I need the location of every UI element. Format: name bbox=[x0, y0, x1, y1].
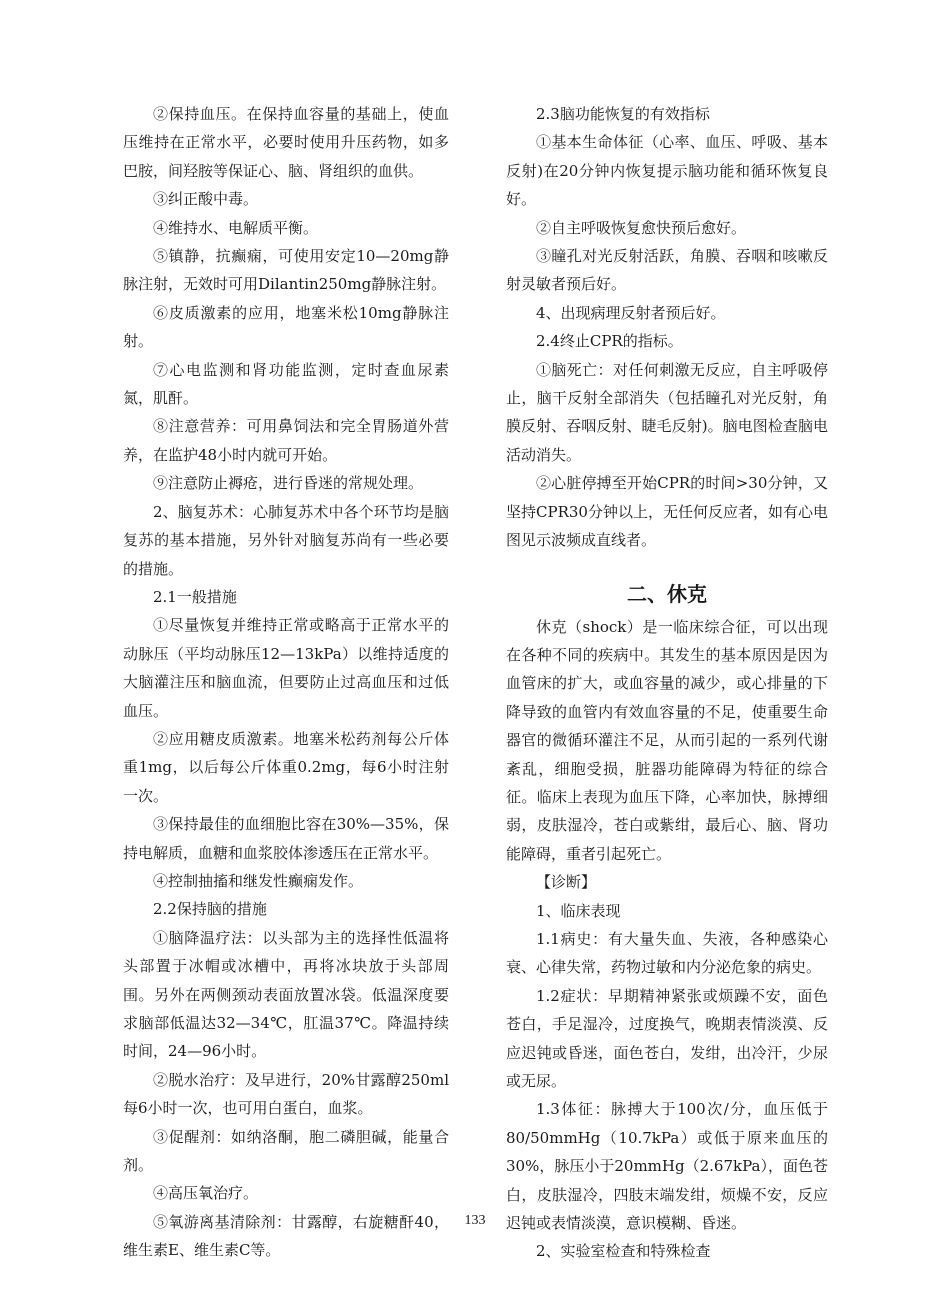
paragraph: 2、脑复苏术：心肺复苏术中各个环节均是脑复苏的基本措施，另外针对脑复苏尚有一些必要的措施。 bbox=[123, 502, 449, 578]
paragraph: ③纠正酸中毒。 bbox=[153, 190, 259, 209]
paragraph: 4、出现病理反射者预后好。 bbox=[536, 303, 726, 322]
paragraph: ②脱水治疗：及早进行，20%甘露醇250ml每6小时一次，也可用白蛋白，血浆。 bbox=[123, 1070, 449, 1118]
paragraph: ②保持血压。在保持血容量的基础上，使血压维持在正常水平，必要时使用升压药物，如多巴胺，间羟胺等保证心、脑、肾组织的血供。 bbox=[123, 105, 449, 180]
paragraph: ④高压氧治疗。 bbox=[153, 1184, 259, 1203]
paragraph: ④维持水、电解质平衡。 bbox=[153, 218, 319, 237]
paragraph: ⑦心电监测和肾功能监测，定时查血尿素氮，肌酐。 bbox=[123, 360, 449, 408]
paragraph: ⑤镇静，抗癫痫，可使用安定10—20mg静脉注射，无效时可用Dilantin250mg静脉注射。 bbox=[123, 247, 449, 294]
page-number: 133 bbox=[464, 1213, 486, 1228]
paragraph: ⑥皮质激素的应用，地塞米松10mg静脉注射。 bbox=[123, 303, 449, 351]
section-title: 二、休克 bbox=[627, 581, 707, 606]
paragraph: ①尽量恢复并维持正常或略高于正常水平的动脉压（平均动脉压12—13kPa）以维持适度的大脑灌注压和脑血流，但要防止过高血压和过低血压。 bbox=[123, 616, 449, 720]
paragraph: ①基本生命体征（心率、血压、呼吸、基本反射)在20分钟内恢复提示脑功能和循环恢复良好。 bbox=[506, 133, 828, 209]
paragraph: ③促醒剂：如纳洛酮，胞二磷胆碱，能量合剂。 bbox=[123, 1127, 449, 1175]
paragraph: ②应用糖皮质激素。地塞米松药剂每公斤体重1mg，以后每公斤体重0.2mg，每6小时注射一次。 bbox=[123, 729, 449, 805]
subheading: 2.1一般措施 bbox=[153, 587, 237, 606]
paragraph: ⑤氧游离基清除剂：甘露醇，右旋糖酐40，维生素E、维生素C等。 bbox=[123, 1212, 449, 1260]
subheading: 2、实验室检查和特殊检查 bbox=[536, 1242, 711, 1261]
paragraph: ④控制抽搐和继发性癫痫发作。 bbox=[153, 871, 364, 890]
subheading: 2.2保持脑的措施 bbox=[153, 900, 267, 919]
paragraph: ③瞳孔对光反射活跃，角膜、吞咽和咳嗽反射灵敏者预后好。 bbox=[506, 247, 828, 294]
paragraph: 1.3体征：脉搏大于100次/分，血压低于80/50mmHg（10.7kPa）或低于原来血压的30%，脉压小于20mmHg（2.67kPa），面色苍白，皮肤湿冷，四肢末端发绀，烦燥不安，反应迟钝或表情淡漠，意识模糊、昏迷。 bbox=[506, 1100, 828, 1233]
paragraph: ⑧注意营养：可用鼻饲法和完全胃肠道外营养，在监护48小时内就可开始。 bbox=[123, 417, 449, 464]
paragraph: ③保持最佳的血细胞比容在30%—35%，保持电解质，血糖和血浆胶体渗透压在正常水平。 bbox=[123, 815, 449, 862]
subheading: 【诊断】 bbox=[536, 873, 597, 892]
paragraph: 1.2症状：早期精神紧张或烦躁不安，面色苍白，手足湿冷，过度换气，晚期表情淡漠、反应迟钝或昏迷，面色苍白，发绀，出冷汗，少尿或无尿。 bbox=[506, 986, 828, 1090]
paragraph: ②自主呼吸恢复愈快预后愈好。 bbox=[536, 218, 747, 237]
subheading: 1、临床表现 bbox=[536, 901, 621, 920]
paragraph: 休克（shock）是一临床综合征，可以出现在各种不同的疾病中。其发生的基本原因是因为血管床的扩大，或血容量的减少，或心排量的下降导致的血管内有效血容量的不足，使重要生命器官的微循环灌注不足，从而引起的一系列代谢紊乱，细胞受损，脏器功能障碍为特征的综合征。临床上表现为血压下降，心率加快，脉搏细弱，皮肤湿冷，苍白或紫绀，最后心、脑、肾功能障碍，重者引起死亡。 bbox=[506, 617, 828, 863]
paragraph: 1.1病史：有大量失血、失液，各种感染心衰、心律失常，药物过敏和内分泌危象的病史。 bbox=[506, 929, 828, 977]
subheading: 2.3脑功能恢复的有效指标 bbox=[536, 105, 710, 123]
paragraph: ②心脏停搏至开始CPR的时间>30分钟，又坚持CPR30分钟以上，无任何反应者，如有心电图见示波频成直线者。 bbox=[506, 474, 828, 550]
left-column bbox=[123, 100, 449, 1265]
subheading: 2.4终止CPR的指标。 bbox=[536, 332, 683, 351]
paragraph: ⑨注意防止褥疮，进行昏迷的常规处理。 bbox=[153, 474, 424, 493]
paragraph: ①脑降温疗法：以头部为主的选择性低温将头部置于冰帽或冰槽中，再将冰块放于头部周围。另外在两侧颈动表面放置冰袋。低温深度要求脑部低温达32—34℃，肛温37℃。降温持续时间，24—96小时。 bbox=[123, 928, 449, 1061]
paragraph: ①脑死亡：对任何刺激无反应，自主呼吸停止，脑干反射全部消失（包括瞳孔对光反射，角膜反射、吞咽反射、睫毛反射)。脑电图检查脑电活动消失。 bbox=[506, 360, 828, 464]
right-column bbox=[506, 100, 828, 1266]
